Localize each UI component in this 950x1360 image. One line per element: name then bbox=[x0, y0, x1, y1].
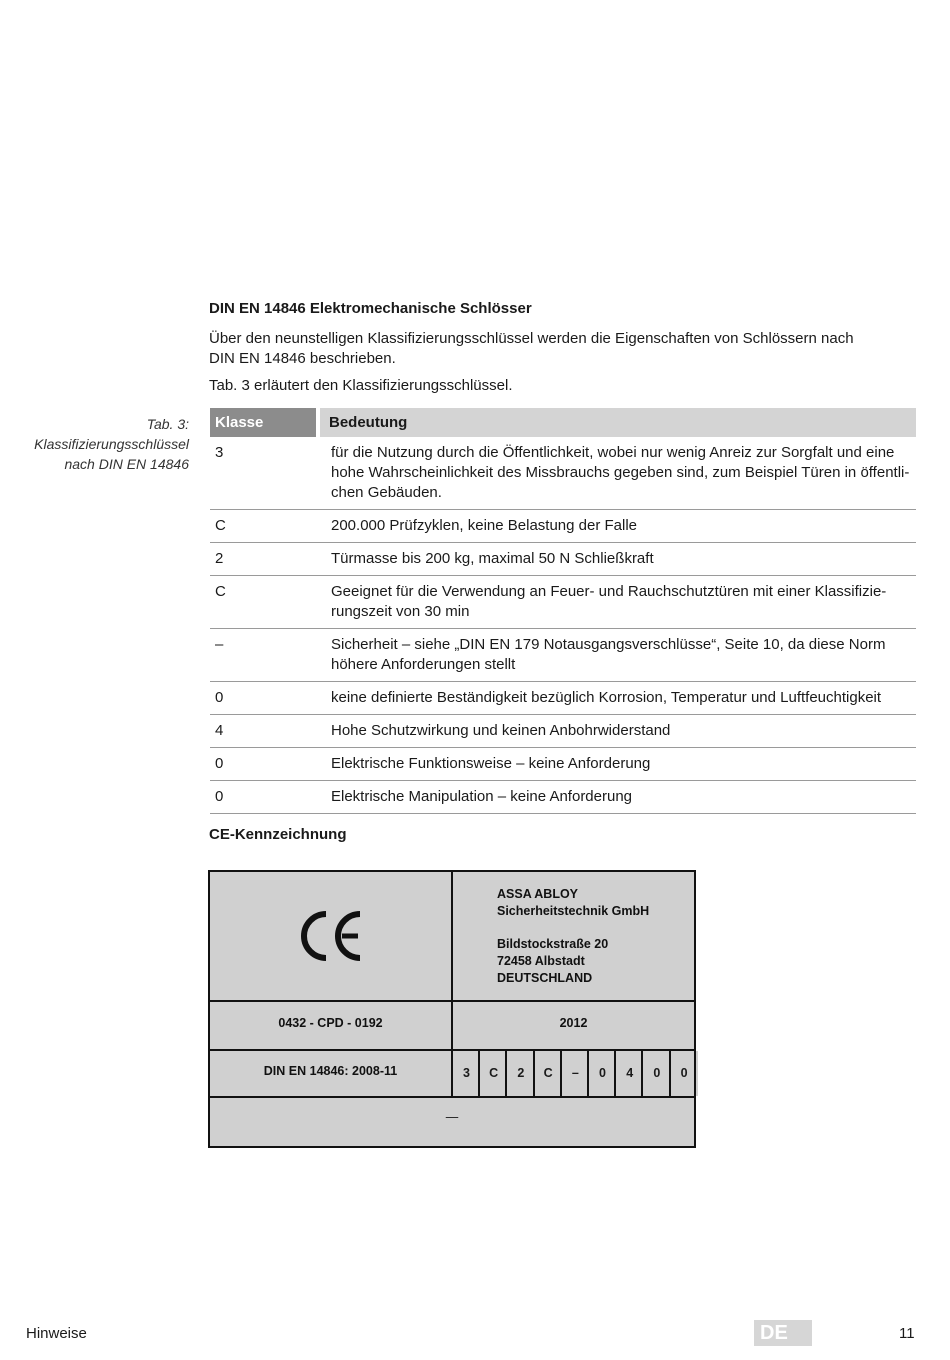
bedeutung-line: für die Nutzung durch die Öffentlichkeit, wobei nur wenig Anreiz zur Sorgfalt und eine bbox=[331, 444, 895, 461]
ce-footer-dash: — bbox=[445, 1110, 459, 1124]
table-row bbox=[210, 437, 916, 510]
classification-code-cell: 0 bbox=[669, 1051, 698, 1096]
classification-code-cell: – bbox=[560, 1051, 589, 1096]
bedeutung-line: Elektrische Manipulation – keine Anforderung bbox=[331, 788, 633, 805]
bedeutung-line: Hohe Schutzwirkung und keinen Anbohrwiderstand bbox=[331, 722, 671, 739]
intro-line-1: Über den neunstelligen Klassifizierungsschlüssel werden die Eigenschaften von Schlössern nach bbox=[209, 330, 854, 347]
table-row bbox=[210, 629, 916, 682]
page-number: 11 bbox=[899, 1325, 915, 1342]
cell-bedeutung bbox=[318, 682, 916, 715]
cell-klasse: 0 bbox=[210, 748, 318, 781]
bedeutung-line: keine definierte Beständigkeit bezüglich Korrosion, Temperatur und Luftfeuchtigkeit bbox=[331, 689, 882, 706]
cell-bedeutung bbox=[318, 715, 916, 748]
classification-code-cell: 4 bbox=[614, 1051, 643, 1096]
ce-heading: CE-Kennzeichnung bbox=[209, 826, 347, 843]
table-header-row bbox=[210, 408, 916, 437]
table-row bbox=[210, 543, 916, 576]
company-name-2: Sicherheitstechnik GmbH bbox=[497, 904, 650, 918]
classification-code-cell: 0 bbox=[587, 1051, 616, 1096]
bedeutung-line: 200.000 Prüfzyklen, keine Belastung der Falle bbox=[331, 517, 638, 534]
cell-klasse: 0 bbox=[210, 682, 318, 715]
bedeutung-line: chen Gebäuden. bbox=[331, 484, 442, 501]
company-name: ASSA ABLOY bbox=[497, 887, 579, 901]
caption-line-1: Tab. 3: bbox=[146, 416, 189, 432]
ce-cert-number: 0432 - CPD - 0192 bbox=[278, 1016, 383, 1030]
ce-mark-icon bbox=[298, 910, 364, 962]
cell-bedeutung bbox=[318, 543, 916, 576]
ce-year: 2012 bbox=[559, 1016, 588, 1030]
bedeutung-line: rungszeit von 30 min bbox=[331, 603, 470, 620]
footer-section-name: Hinweise bbox=[26, 1325, 87, 1342]
bedeutung-line: Geeignet für die Verwendung an Feuer- und Rauchschutztüren mit einer Klassifizie- bbox=[331, 583, 887, 600]
cell-bedeutung bbox=[318, 629, 916, 682]
table-row bbox=[210, 715, 916, 748]
bedeutung-line: höhere Anforderungen stellt bbox=[331, 656, 516, 673]
table-row bbox=[210, 510, 916, 543]
bedeutung-line: hohe Wahrscheinlichkeit des Missbrauchs gegeben sind, zum Beispiel Türen in öffentli- bbox=[331, 464, 910, 481]
cell-klasse: C bbox=[210, 510, 318, 543]
header-bedeutung: Bedeutung bbox=[318, 408, 916, 437]
cell-bedeutung bbox=[318, 576, 916, 629]
cell-bedeutung bbox=[318, 510, 916, 543]
table-row bbox=[210, 576, 916, 629]
classification-code-cell: 0 bbox=[641, 1051, 670, 1096]
cell-bedeutung bbox=[318, 748, 916, 781]
address-country: DEUTSCHLAND bbox=[497, 971, 593, 985]
cell-klasse: C bbox=[210, 576, 318, 629]
classification-code-cell: C bbox=[478, 1051, 507, 1096]
ce-company bbox=[497, 886, 649, 987]
address-city: 72458 Albstadt bbox=[497, 954, 585, 968]
bedeutung-line: Elektrische Funktionsweise – keine Anforderung bbox=[331, 755, 651, 772]
section-title: DIN EN 14846 Elektromechanische Schlösser bbox=[209, 300, 532, 317]
cell-klasse: 3 bbox=[210, 437, 318, 510]
table-row bbox=[210, 748, 916, 781]
classification-code-cell: C bbox=[533, 1051, 562, 1096]
table-row bbox=[210, 781, 916, 814]
bedeutung-line: Türmasse bis 200 kg, maximal 50 N Schließkraft bbox=[331, 550, 654, 567]
language-badge: DE bbox=[754, 1320, 812, 1346]
cell-klasse: 2 bbox=[210, 543, 318, 576]
classification-code-cell: 3 bbox=[451, 1051, 480, 1096]
cell-bedeutung bbox=[318, 437, 916, 510]
classification-code-cell: 2 bbox=[505, 1051, 534, 1096]
cell-klasse: 0 bbox=[210, 781, 318, 814]
ce-standard: DIN EN 14846: 2008-11 bbox=[263, 1064, 398, 1078]
cell-klasse: 4 bbox=[210, 715, 318, 748]
cell-klasse: – bbox=[210, 629, 318, 682]
caption-line-2: Klassifizierungsschlüssel bbox=[34, 436, 189, 452]
bedeutung-line: Sicherheit – siehe „DIN EN 179 Notausgangsverschlüsse“, Seite 10, da diese Norm bbox=[331, 636, 886, 653]
intro-line-2: DIN EN 14846 beschrieben. bbox=[209, 350, 396, 367]
cell-bedeutung bbox=[318, 781, 916, 814]
table-row bbox=[210, 682, 916, 715]
caption-line-3: nach DIN EN 14846 bbox=[64, 456, 189, 472]
table-reference: Tab. 3 erläutert den Klassifizierungsschlüssel. bbox=[209, 377, 513, 394]
table-caption bbox=[0, 414, 189, 474]
address-street: Bildstockstraße 20 bbox=[497, 937, 609, 951]
header-klasse: Klasse bbox=[210, 408, 318, 437]
ce-divider bbox=[694, 1049, 696, 1098]
classification-table bbox=[210, 408, 916, 814]
